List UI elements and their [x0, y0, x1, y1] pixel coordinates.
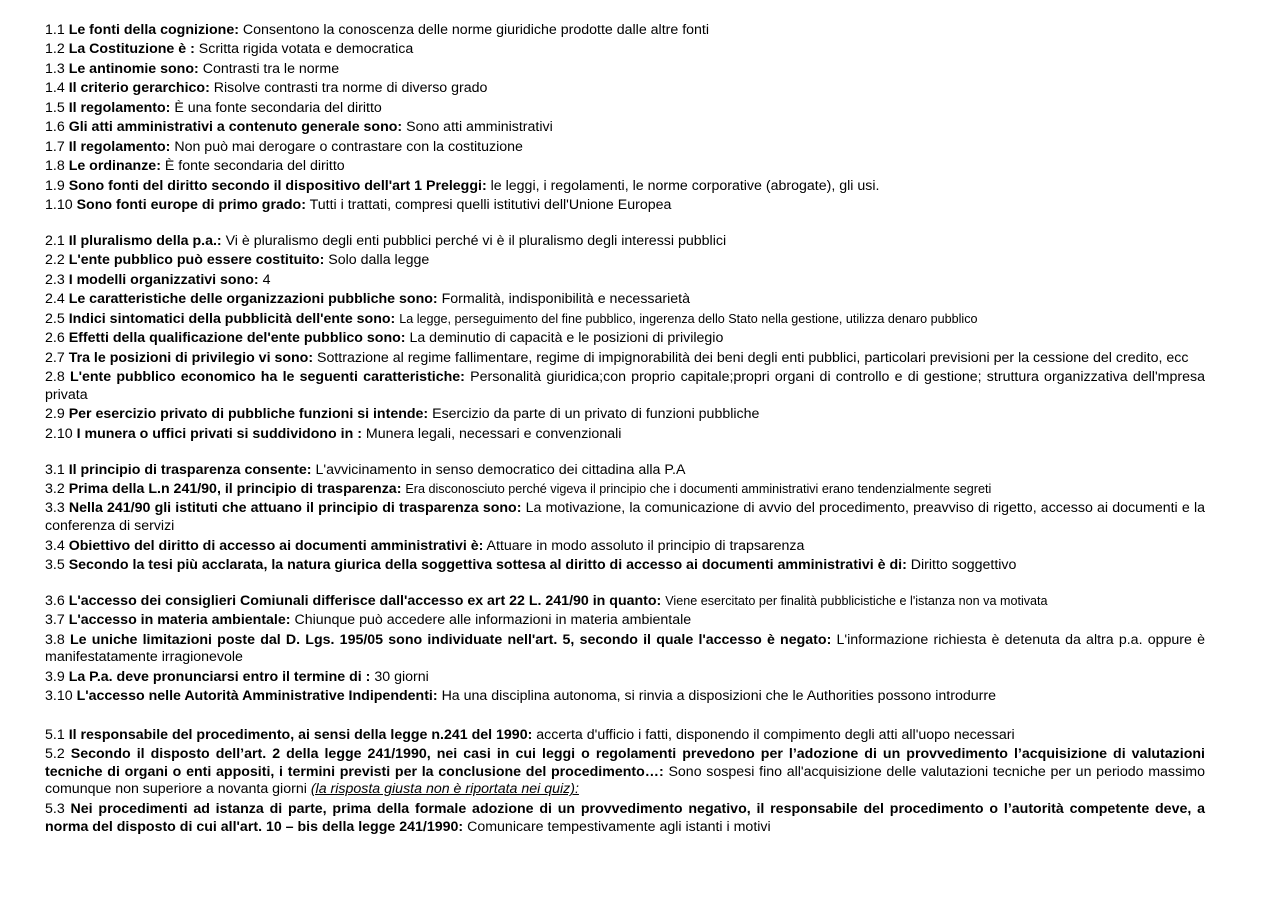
qa-item	[45, 406, 1205, 424]
answer: Formalità, indisponibilità e necessarietà	[441, 291, 690, 308]
item-number: 2.2	[45, 252, 65, 269]
item-number: 1.6	[45, 119, 65, 136]
answer: Non può mai derogare o contrastare con la costituzione	[174, 138, 523, 155]
question: Per esercizio privato di pubbliche funzioni si intende:	[68, 406, 429, 423]
item-number: 2.1	[45, 232, 65, 249]
qa-item	[45, 557, 1205, 575]
qa-item	[45, 158, 1205, 176]
answer: Esercizio da parte di un privato di funzioni pubbliche	[432, 406, 760, 423]
qa-item	[45, 746, 1205, 799]
item-number: 3.5	[45, 557, 65, 574]
question: Nei procedimenti ad istanza di parte, prima della formale adozione di un provvedimento negativo, il responsabile del procedimento o l’autorità competente deve, a norma del disposto di cui all'art. 10 – bis della legge 241/1990:	[45, 800, 1205, 835]
section-3b	[45, 593, 1205, 706]
question: Nella 241/90 gli istituti che attuano il principio di trasparenza sono:	[68, 500, 522, 517]
answer: Viene esercitato per finalità pubblicistiche e l'istanza non va motivata	[665, 593, 1048, 608]
qa-item	[45, 538, 1205, 556]
item-number: 3.2	[45, 480, 65, 497]
qa-item	[45, 632, 1205, 667]
question: Secondo il disposto dell’art. 2 della legge 241/1990, nei casi in cui leggi o regolamenti prevedono per l’adozione di un provvedimento l’acquisizione di valutazioni tecniche di organi o enti appositi, i termini previsti per la conclusione del procedimento…:	[45, 746, 1205, 780]
item-number: 3.9	[45, 668, 65, 685]
answer: La legge, perseguimento del fine pubblico, ingerenza dello Stato nella gestione, utilizza denaro pubblico	[399, 311, 978, 326]
document-body	[45, 22, 1205, 838]
question: Le caratteristiche delle organizzazioni pubbliche sono:	[68, 291, 438, 308]
question: L'accesso in materia ambientale:	[68, 612, 291, 629]
item-number: 2.5	[45, 310, 65, 327]
qa-item	[45, 119, 1205, 137]
question: La P.a. deve pronunciarsi entro il termine di :	[68, 668, 371, 685]
question: Le ordinanze:	[68, 158, 161, 175]
item-number: 3.8	[45, 631, 65, 648]
question: L'ente pubblico può essere costituito:	[68, 252, 325, 269]
question: L'ente pubblico economico ha le seguenti caratteristiche:	[69, 369, 465, 386]
qa-item	[45, 233, 1205, 251]
question: La Costituzione è :	[68, 41, 195, 58]
item-number: 1.7	[45, 138, 65, 155]
item-number: 1.1	[45, 22, 65, 38]
item-number: 3.4	[45, 537, 65, 554]
qa-item	[45, 481, 1205, 499]
answer: Chiunque può accedere alle informazioni in materia ambientale	[294, 612, 692, 629]
answer: Tutti i trattati, compresi quelli istitutivi dell'Unione Europea	[309, 197, 672, 214]
item-number: 1.8	[45, 158, 65, 175]
answer: Scritta rigida votata e democratica	[198, 41, 414, 58]
qa-item	[45, 139, 1205, 157]
qa-item	[45, 330, 1205, 348]
qa-item	[45, 612, 1205, 630]
question: Tra le posizioni di privilegio vi sono:	[68, 349, 314, 366]
qa-item	[45, 801, 1205, 836]
answer: Sono atti amministrativi	[406, 119, 553, 136]
answer: Sottrazione al regime fallimentare, regime di impignorabilità dei beni degli enti pubblici, particolari previsioni per la cessione del credito, ecc	[317, 349, 1189, 366]
question: I munera o uffici privati si suddividono in :	[76, 425, 362, 442]
item-number: 2.7	[45, 349, 65, 366]
answer: La deminutio di capacità e le posizioni di privilegio	[409, 330, 724, 347]
qa-item	[45, 41, 1205, 59]
item-number: 1.4	[45, 80, 65, 97]
qa-item	[45, 426, 1205, 444]
answer: 4	[262, 271, 271, 288]
answer: Era disconosciuto perché vigeva il principio che i documenti amministrativi erano tendenzialmente segreti	[405, 481, 992, 496]
answer: le leggi, i regolamenti, le norme corporative (abrogate), gli usi.	[490, 177, 880, 194]
question: Gli atti amministrativi a contenuto generale sono:	[68, 119, 403, 136]
qa-item	[45, 272, 1205, 290]
question: Il principio di trasparenza consente:	[68, 461, 312, 478]
item-number: 3.10	[45, 688, 73, 705]
answer: Diritto soggettivo	[910, 557, 1017, 574]
answer: Comunicare tempestivamente agli istanti i motivi	[467, 818, 771, 835]
item-number: 3.1	[45, 461, 65, 478]
answer: Contrasti tra le norme	[202, 60, 340, 77]
item-number: 1.10	[45, 197, 73, 214]
answer: Attuare in modo assoluto il principio di trapsarenza	[486, 537, 805, 554]
item-number: 2.6	[45, 330, 65, 347]
answer: La motivazione, la comunicazione di avvio del procedimento, preavviso di rigetto, accesso ai documenti e la conferenza di servizi	[45, 500, 1205, 535]
question: Il regolamento:	[68, 138, 171, 155]
item-number: 1.2	[45, 41, 65, 58]
qa-item	[45, 350, 1205, 368]
qa-item	[45, 369, 1205, 404]
qa-item	[45, 22, 1205, 40]
question: L'accesso nelle Autorità Amministrative Indipendenti:	[76, 688, 438, 705]
question: Prima della L.n 241/90, il principio di trasparenza:	[68, 480, 402, 497]
item-number: 3.6	[45, 592, 65, 609]
question: Il pluralismo della p.a.:	[68, 232, 222, 249]
question: Sono fonti del diritto secondo il dispositivo dell'art 1 Preleggi:	[68, 177, 487, 194]
answer: È fonte secondaria del diritto	[164, 158, 345, 175]
qa-item	[45, 311, 1205, 329]
question: Obiettivo del diritto di accesso ai documenti amministrativi è:	[68, 537, 484, 554]
qa-item	[45, 197, 1205, 215]
answer: Personalità giuridica;con proprio capitale;propri organi di controllo e di gestione; struttura organizzativa dell'mpresa privata	[45, 369, 1205, 403]
item-number: 2.4	[45, 291, 65, 308]
qa-item	[45, 669, 1205, 687]
item-number: 1.3	[45, 60, 65, 77]
item-number: 3.3	[45, 500, 65, 517]
answer: Risolve contrasti tra norme di diverso grado	[213, 80, 488, 97]
item-number: 3.7	[45, 612, 65, 629]
answer: È una fonte secondaria del diritto	[174, 99, 382, 116]
question: Effetti della qualificazione del'ente pubblico sono:	[68, 330, 406, 347]
item-number: 5.2	[45, 746, 65, 763]
answer: Sono sospesi fino all'acquisizione delle valutazioni tecniche per un periodo massimo comunque non superiore a novanta giorni	[45, 763, 1205, 798]
question: Sono fonti europe di primo grado:	[76, 197, 306, 214]
answer-note: (la risposta giusta non è riportata nei quiz):	[310, 781, 579, 798]
section-3	[45, 462, 1205, 575]
qa-item	[45, 291, 1205, 309]
answer: 30 giorni	[374, 668, 429, 685]
answer: accerta d'ufficio i fatti, disponendo il compimento degli atti all'uopo necessari	[536, 726, 1015, 743]
qa-item	[45, 61, 1205, 79]
question: Le antinomie sono:	[68, 60, 199, 77]
section-2	[45, 233, 1205, 444]
answer: Ha una disciplina autonoma, si rinvia a disposizioni che le Authorities possono introdurre	[441, 688, 996, 705]
qa-item	[45, 688, 1205, 706]
question: Le fonti della cognizione:	[68, 22, 239, 38]
answer: Vi è pluralismo degli enti pubblici perché vi è il pluralismo degli interessi pubblici	[225, 232, 727, 249]
answer: L'avvicinamento in senso democratico dei cittadina alla P.A	[315, 461, 686, 478]
section-5	[45, 727, 1205, 836]
qa-item	[45, 500, 1205, 535]
question: Il regolamento:	[68, 99, 171, 116]
item-number: 2.9	[45, 406, 65, 423]
question: Indici sintomatici della pubblicità dell'ente sono:	[68, 310, 396, 327]
question: Secondo la tesi più acclarata, la natura giurica della soggettiva sottesa al diritto di accesso ai documenti amministrativi è di:	[68, 557, 907, 574]
qa-item	[45, 593, 1205, 611]
answer: Munera legali, necessari e convenzionali	[365, 425, 622, 442]
question: Il criterio gerarchico:	[68, 80, 210, 97]
item-number: 5.3	[45, 800, 65, 817]
item-number: 1.5	[45, 99, 65, 116]
qa-item	[45, 178, 1205, 196]
question: I modelli organizzativi sono:	[68, 271, 259, 288]
answer: L'informazione richiesta è detenuta da altra p.a. oppure è manifestatamente irragionevole	[45, 631, 1205, 666]
qa-item	[45, 80, 1205, 98]
answer: Consentono la conoscenza delle norme giuridiche prodotte dalle altre fonti	[242, 22, 710, 38]
item-number: 1.9	[45, 177, 65, 194]
question: L'accesso dei consiglieri Comiunali differisce dall'accesso ex art 22 L. 241/90 in quanto:	[68, 592, 662, 609]
question: Il responsabile del procedimento, ai sensi della legge n.241 del 1990:	[68, 726, 533, 743]
item-number: 2.10	[45, 425, 73, 442]
item-number: 2.3	[45, 271, 65, 288]
question: Le uniche limitazioni poste dal D. Lgs. 195/05 sono individuate nell'art. 5, secondo il quale l'accesso è negato:	[69, 631, 832, 648]
qa-item	[45, 252, 1205, 270]
qa-item	[45, 462, 1205, 480]
item-number: 2.8	[45, 369, 65, 386]
qa-item	[45, 100, 1205, 118]
item-number: 5.1	[45, 726, 65, 743]
qa-item	[45, 727, 1205, 745]
section-1	[45, 22, 1205, 215]
answer: Solo dalla legge	[328, 252, 430, 269]
